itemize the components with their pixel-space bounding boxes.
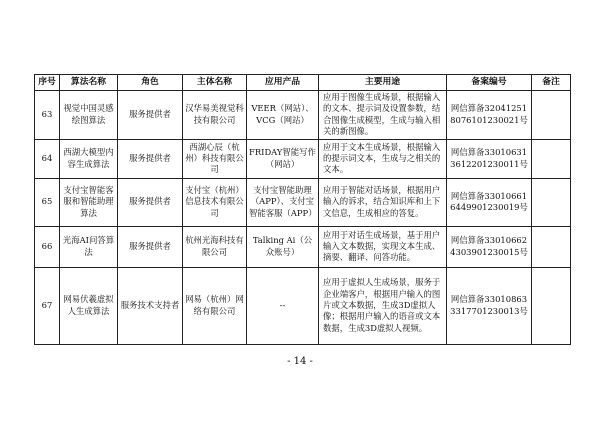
col-header-algorithm-name: 算法名称 (60, 75, 118, 91)
cell-usage: 应用于文本生成场景，根据输入的提示词文本，生成与之相关的文本。 (319, 139, 447, 178)
cell-algorithm-name: 视觉中国灵感绘图算法 (60, 91, 118, 140)
cell-algorithm-name: 光海AI问答算法 (60, 226, 118, 267)
table-row (35, 226, 571, 267)
cell-filing-number: 网信算备330106616449901230019号 (447, 178, 532, 226)
cell-algorithm-name: 西湖大模型内容生成算法 (60, 139, 118, 178)
cell-algorithm-name: 支付宝智能客服和智能助理算法 (60, 178, 118, 226)
cell-usage: 应用于虚拟人生成场景，服务于企业端客户，根据用户输入的图片或文本数据，生成3D虚拟人像；根据用户输入的语音或文本数据，生成3D虚拟人视频。 (319, 267, 447, 344)
cell-note (532, 91, 571, 140)
cell-index: 66 (35, 226, 60, 267)
col-header-filing-number: 备案编号 (447, 75, 532, 91)
cell-entity-name: 西湖心辰（杭州）科技有限公司 (183, 139, 247, 178)
col-header-entity-name: 主体名称 (183, 75, 247, 91)
cell-usage: 应用于智能对话场景，根据用户输入的诉求，结合知识库和上下文信息，生成相应的答复。 (319, 178, 447, 226)
col-header-product: 应用产品 (247, 75, 319, 91)
cell-note (532, 139, 571, 178)
header-row (35, 75, 571, 91)
cell-note (532, 267, 571, 344)
cell-index: 65 (35, 178, 60, 226)
cell-filing-number: 网信算备330108633317701230013号 (447, 267, 532, 344)
cell-product: VEER（网站）、VCG（网站） (247, 91, 319, 140)
cell-role: 服务提供者 (118, 91, 183, 140)
cell-role: 服务提供者 (118, 178, 183, 226)
col-header-index: 序号 (35, 75, 60, 91)
cell-entity-name: 杭州光海科技有限公司 (183, 226, 247, 267)
cell-entity-name: 网易（杭州）网络有限公司 (183, 267, 247, 344)
cell-index: 64 (35, 139, 60, 178)
cell-note (532, 226, 571, 267)
cell-role: 服务技术支持者 (118, 267, 183, 344)
cell-entity-name: 汉华易美视觉科技有限公司 (183, 91, 247, 140)
cell-filing-number: 网信算备320412518076101230021号 (447, 91, 532, 140)
cell-index: 63 (35, 91, 60, 140)
cell-note (532, 178, 571, 226)
cell-product: FRIDAY智能写作（网站） (247, 139, 319, 178)
cell-algorithm-name: 网易伏羲虚拟人生成算法 (60, 267, 118, 344)
page-number: - 14 - (287, 356, 313, 367)
cell-usage: 应用于对话生成场景，基于用户输入文本数据，实现文本生成、摘要、翻译、问答功能。 (319, 226, 447, 267)
col-header-usage: 主要用途 (319, 75, 447, 91)
cell-product: -- (247, 267, 319, 344)
table-row (35, 267, 571, 344)
table-row (35, 139, 571, 178)
col-header-role: 角色 (118, 75, 183, 91)
cell-product: Talking Ai（公众账号） (247, 226, 319, 267)
cell-role: 服务提供者 (118, 139, 183, 178)
cell-entity-name: 支付宝（杭州）信息技术有限公司 (183, 178, 247, 226)
cell-filing-number: 网信算备330106624303901230015号 (447, 226, 532, 267)
cell-filing-number: 网信算备330106313612201230011号 (447, 139, 532, 178)
cell-usage: 应用于图像生成场景，根据输入的文本、提示词及设置参数，结合图像生成模型，生成与输入相关的新图像。 (319, 91, 447, 140)
cell-role: 服务提供者 (118, 226, 183, 267)
filing-table (34, 74, 571, 345)
table-row (35, 178, 571, 226)
cell-product: 支付宝智能助理（APP）、支付宝智能客服（APP） (247, 178, 319, 226)
col-header-note: 备注 (532, 75, 571, 91)
cell-index: 67 (35, 267, 60, 344)
table-row (35, 91, 571, 140)
